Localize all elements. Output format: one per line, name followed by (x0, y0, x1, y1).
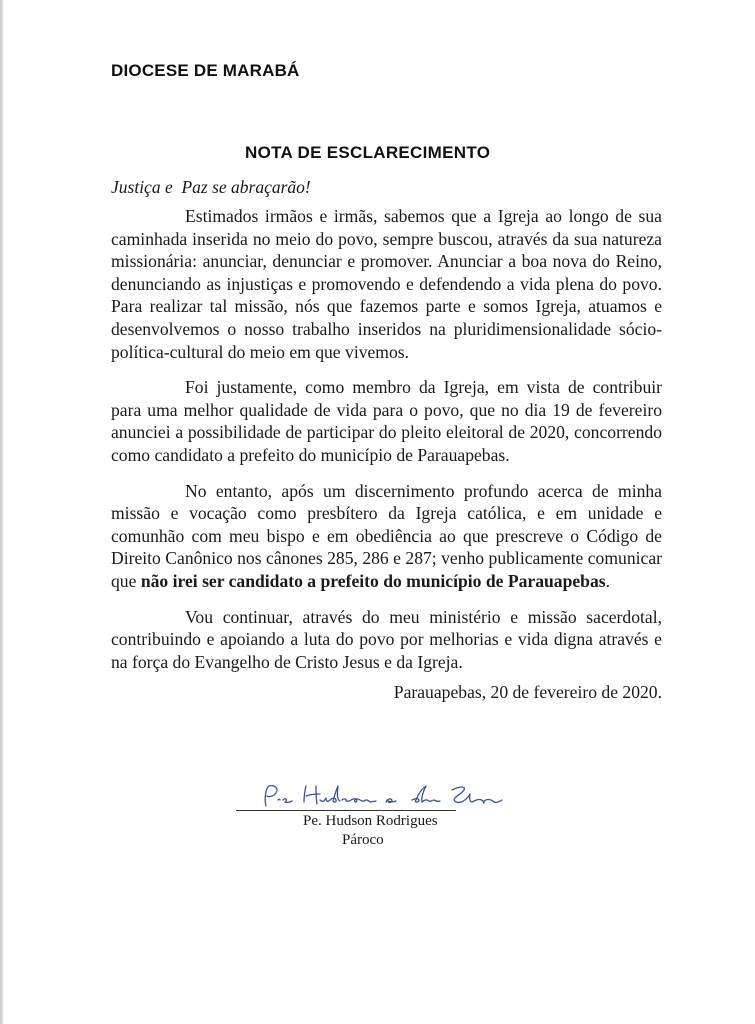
signer-name: Pe. Hudson Rodrigues (303, 813, 438, 829)
paragraph-3-text: No entanto, após um discernimento profundo acerca de minha missão e vocação como presbítero da Igreja católica, e em unidade e comunhão com meu bispo e em obediência ao que prescreve o Código de Direito Canônico nos cânones 285, 286 e 287; venho publicamente comunicar que (111, 480, 662, 591)
signature-line (236, 810, 456, 811)
paragraph-4: Vou continuar, através do meu ministério e missão sacerdotal, contribuindo e apoiando a luta do povo por melhorias e vida digna através e na força do Evangelho de Cristo Jesus e da Igreja. (111, 606, 662, 672)
signer-role: Pároco (342, 832, 384, 848)
paragraph-3-end: . (605, 570, 611, 591)
paragraph-3 (111, 480, 662, 593)
motto: Justiça e Paz se abraçarão! (111, 177, 311, 197)
place-and-date: Parauapebas, 20 de fevereiro de 2020. (393, 682, 662, 702)
signature-block (236, 780, 536, 860)
paragraph-1: Estimados irmãos e irmãs, sabemos que a Igreja ao longo de sua caminhada inserida no meio do povo, sempre buscou, através da sua natureza missionária: anunciar, denunciar e promover. Anunciar a boa nova do Reino, denunciando as injustiças e promovendo e defendendo a vida plena do povo. Para realizar tal missão, nós que fazemos parte e somos Igreja, atuamos e desenvolvemos o nosso trabalho inseridos na pluridimensionalidade sócio-política-cultural do meio em que vivemos. (111, 206, 662, 362)
paragraph-2: Foi justamente, como membro da Igreja, em vista de contribuir para uma melhor qualidade de vida para o povo, que no dia 19 de fevereiro anunciei a possibilidade de participar do pleito eleitoral de 2020, concorrendo como candidato a prefeito do município de Parauapebas. (111, 377, 662, 465)
announcement-bold-text: não irei ser candidato a prefeito do município de Parauapebas (140, 570, 606, 591)
organization-header: DIOCESE DE MARABÁ (111, 61, 300, 80)
page-edge (0, 0, 3, 1024)
document-title: NOTA DE ESCLARECIMENTO (245, 143, 491, 162)
document-body (111, 205, 662, 686)
